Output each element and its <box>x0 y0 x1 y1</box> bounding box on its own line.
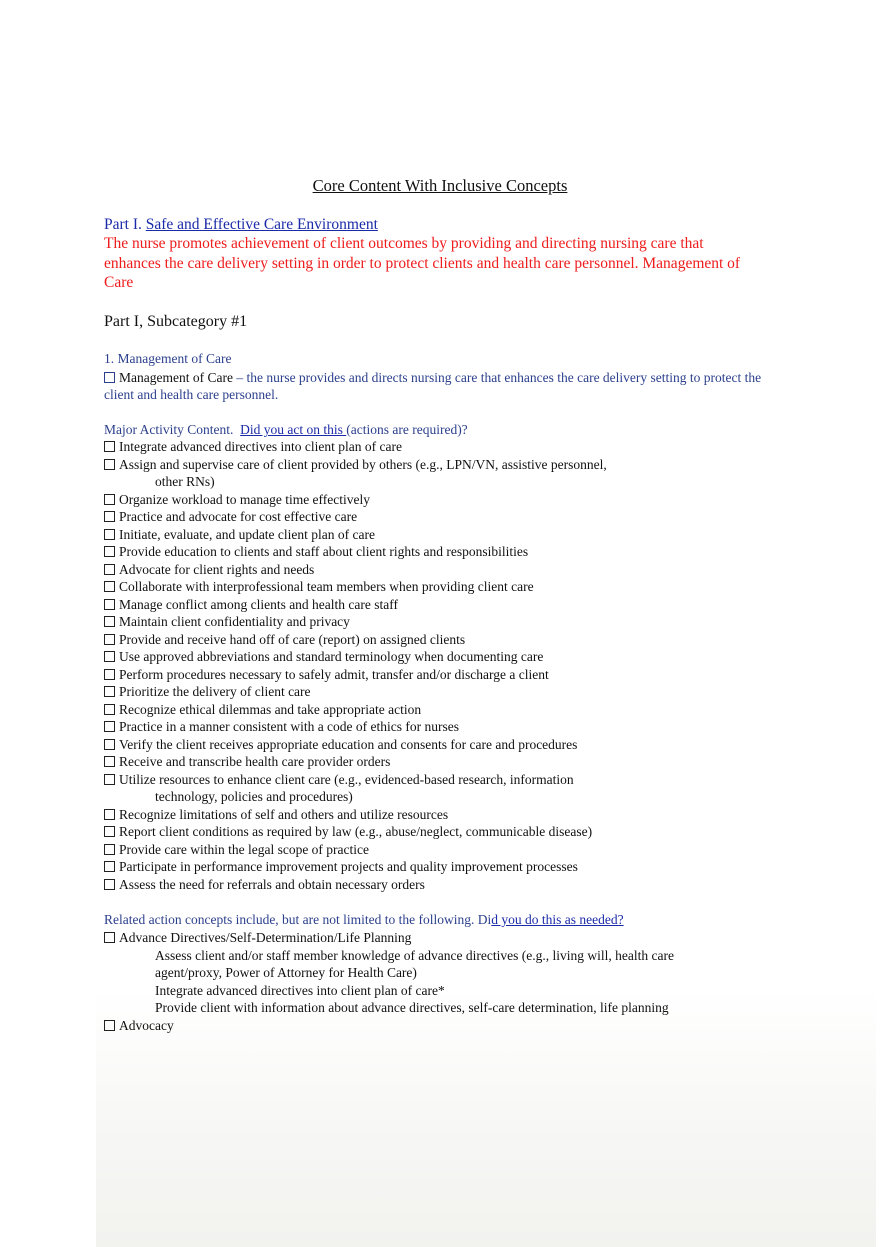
activity-text: Provide care within the legal scope of practice <box>119 841 370 857</box>
checkbox-icon[interactable] <box>104 441 115 452</box>
subcategory-heading: Part I, Subcategory #1 <box>104 313 248 330</box>
activity-item <box>104 491 744 509</box>
activity-text: Provide and receive hand off of care (report) on assigned clients <box>119 631 466 647</box>
activity-item <box>104 508 744 526</box>
checkbox-icon[interactable] <box>104 564 115 575</box>
activity-item <box>104 631 744 649</box>
activity-item <box>104 648 744 666</box>
activity-item <box>104 806 744 824</box>
activity-text: Advocate for client rights and needs <box>119 561 315 577</box>
page-bottom-shade <box>96 990 876 1247</box>
activity-text: Integrate advanced directives into client plan of care <box>119 439 402 454</box>
checkbox-icon[interactable] <box>104 599 115 610</box>
advance-directives-label: Advance Directives/Self-Determination/Life Planning <box>119 930 412 945</box>
major-activity-prefix: Major Activity Content. <box>104 422 234 437</box>
activity-item <box>104 438 744 456</box>
related-concepts-heading <box>104 912 624 928</box>
activity-text: Participate in performance improvement projects and quality improvement processes <box>119 859 578 874</box>
document-title: Core Content With Inclusive Concepts <box>312 176 568 195</box>
checkbox-icon[interactable] <box>104 372 115 383</box>
activity-item <box>104 823 744 841</box>
checkbox-icon[interactable] <box>104 686 115 697</box>
activity-text: Maintain client confidentiality and privacy <box>119 614 350 629</box>
mgmt-label: Management of Care <box>119 370 233 385</box>
activity-item <box>104 718 744 736</box>
checkbox-icon[interactable] <box>104 651 115 662</box>
checkbox-icon[interactable] <box>104 616 115 627</box>
management-of-care-definition <box>104 369 764 403</box>
part-prefix: Part I. <box>104 216 142 233</box>
activity-item <box>104 771 744 806</box>
activity-text: Organize workload to manage time effectively <box>119 491 371 507</box>
checkbox-icon[interactable] <box>104 634 115 645</box>
activity-text: Recognize limitations of self and others and utilize resources <box>119 806 449 822</box>
activity-item <box>104 526 744 544</box>
advocacy-label: Advocacy <box>119 1018 174 1033</box>
activity-item <box>104 683 744 701</box>
checkbox-icon[interactable] <box>104 756 115 767</box>
part-description: The nurse promotes achievement of client outcomes by providing and directing nursing care that enhances the care delivery setting in order to protect clients and health care personnel. Management of Care <box>104 235 741 291</box>
part-title-link[interactable]: Safe and Effective Care Environment <box>145 216 378 233</box>
major-activity-heading <box>104 422 468 438</box>
checkbox-icon[interactable] <box>104 459 115 470</box>
advance-sub-item: Assess client and/or staff member knowledge of advance directives (e.g., living will, health care <box>155 948 674 963</box>
section-heading: 1. Management of Care <box>104 351 232 366</box>
related-question: d you do this as needed? <box>491 912 624 927</box>
activity-text: Receive and transcribe health care provider orders <box>119 754 391 769</box>
related-prefix: Related action concepts include, but are not limited to the following. Di <box>104 912 492 927</box>
major-activity-suffix: (actions are required)? <box>346 422 468 437</box>
checkbox-icon[interactable] <box>104 932 115 943</box>
activity-item <box>104 578 744 596</box>
activity-text: Assign and supervise care of client provided by others (e.g., LPN/VN, assistive personnel, <box>119 456 607 472</box>
mgmt-description: – the nurse provides and directs nursing care that enhances the care delivery setting to protect the client and health care personnel. <box>104 370 762 402</box>
activity-text: Provide education to clients and staff about client rights and responsibilities <box>119 544 529 559</box>
activity-item <box>104 876 744 894</box>
activity-text-continuation: technology, policies and procedures) <box>155 789 353 804</box>
checkbox-icon[interactable] <box>104 546 115 557</box>
activity-text: Collaborate with interprofessional team members when providing client care <box>119 579 534 594</box>
checkbox-icon[interactable] <box>104 879 115 890</box>
activity-item <box>104 753 744 771</box>
activity-text: Report client conditions as required by law (e.g., abuse/neglect, communicable disease) <box>119 824 593 839</box>
checkbox-icon[interactable] <box>104 809 115 820</box>
activity-text: Recognize ethical dilemmas and take appropriate action <box>119 701 422 717</box>
activity-item <box>104 666 744 684</box>
part-heading <box>104 216 378 234</box>
checkbox-icon[interactable] <box>104 669 115 680</box>
checkbox-icon[interactable] <box>104 494 115 505</box>
activity-item <box>104 456 744 491</box>
activity-item <box>104 736 744 754</box>
activity-text: Verify the client receives appropriate education and consents for care and procedures <box>119 736 578 752</box>
advocacy-item <box>104 1018 174 1034</box>
activity-item <box>104 701 744 719</box>
checkbox-icon[interactable] <box>104 529 115 540</box>
activity-item <box>104 841 744 859</box>
activity-text: Use approved abbreviations and standard terminology when documenting care <box>119 649 544 664</box>
checkbox-icon[interactable] <box>104 826 115 837</box>
advance-sub-item: Integrate advanced directives into client plan of care* <box>155 983 445 998</box>
activity-text: Utilize resources to enhance client care (e.g., evidenced-based research, information <box>119 771 574 787</box>
activity-item <box>104 858 744 876</box>
activity-text: Manage conflict among clients and health care staff <box>119 596 399 612</box>
activity-text: Initiate, evaluate, and update client plan of care <box>119 526 375 542</box>
advance-sub-item: agent/proxy, Power of Attorney for Health Care) <box>155 965 417 980</box>
activity-item <box>104 561 744 579</box>
activity-text-continuation: other RNs) <box>155 474 215 489</box>
checkbox-icon[interactable] <box>104 739 115 750</box>
advance-sub-item: Provide client with information about advance directives, self-care determination, life planning <box>155 1000 669 1015</box>
activity-text: Practice and advocate for cost effective care <box>119 509 358 524</box>
activity-text: Practice in a manner consistent with a code of ethics for nurses <box>119 719 460 734</box>
advance-directives-item <box>104 930 411 946</box>
major-activity-question: Did you act on this <box>240 422 347 437</box>
activity-item <box>104 543 744 561</box>
checkbox-icon[interactable] <box>104 774 115 785</box>
checkbox-icon[interactable] <box>104 581 115 592</box>
checkbox-icon[interactable] <box>104 511 115 522</box>
activity-text: Perform procedures necessary to safely admit, transfer and/or discharge a client <box>119 666 549 682</box>
checkbox-icon[interactable] <box>104 704 115 715</box>
checkbox-icon[interactable] <box>104 1020 115 1031</box>
checkbox-icon[interactable] <box>104 844 115 855</box>
activity-checklist <box>104 438 744 893</box>
activity-text: Prioritize the delivery of client care <box>119 684 311 699</box>
activity-item <box>104 613 744 631</box>
checkbox-icon[interactable] <box>104 721 115 732</box>
activity-text: Assess the need for referrals and obtain necessary orders <box>119 876 425 892</box>
activity-item <box>104 596 744 614</box>
checkbox-icon[interactable] <box>104 861 115 872</box>
